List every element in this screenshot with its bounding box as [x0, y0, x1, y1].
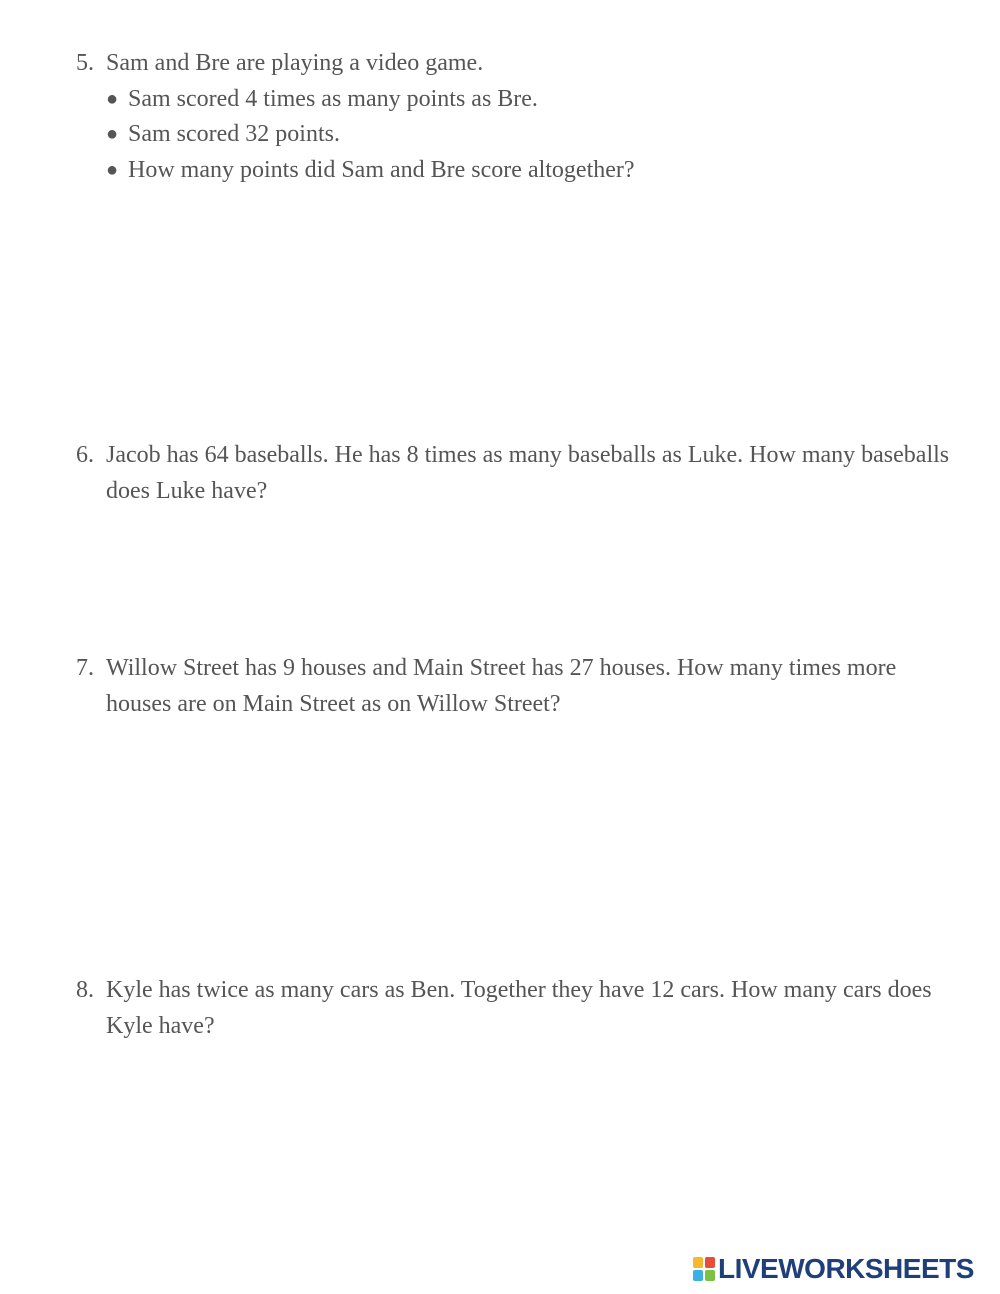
logo-tile: [693, 1270, 703, 1281]
bullet-icon: ●: [106, 123, 119, 145]
question-5: [76, 46, 966, 188]
bullet-text: Sam scored 32 points.: [128, 121, 340, 147]
question-7: [76, 651, 966, 722]
question-number: 8.: [76, 977, 94, 1003]
bullet-text: How many points did Sam and Bre score altogether?: [128, 156, 635, 183]
question-8: [76, 973, 966, 1044]
question-text: Jacob has 64 baseballs. He has 8 times as many baseballs as Luke. How many baseballs does Luke have?: [106, 442, 950, 504]
logo-tile: [693, 1257, 703, 1268]
question-number: 6.: [76, 442, 94, 468]
list-item: [106, 82, 966, 118]
liveworksheets-branding: [693, 1252, 974, 1286]
bullet-text: Sam scored 4 times as many points as Bre.: [128, 85, 538, 112]
bullet-icon: ●: [106, 87, 119, 110]
list-item: [106, 117, 966, 153]
question-6: [76, 438, 966, 509]
bullet-list: [106, 82, 966, 189]
logo-tile: [705, 1270, 715, 1281]
question-number: 5.: [76, 50, 94, 76]
liveworksheets-logo-icon: [693, 1257, 715, 1281]
question-number: 7.: [76, 655, 94, 681]
logo-tile: [705, 1257, 715, 1268]
question-text: Sam and Bre are playing a video game.: [106, 50, 484, 76]
brand-name: LIVEWORKSHEETS: [718, 1253, 974, 1284]
list-item: [106, 153, 966, 189]
bullet-icon: ●: [106, 158, 119, 181]
question-text: Kyle has twice as many cars as Ben. Together they have 12 cars. How many cars does Kyle have?: [106, 977, 932, 1039]
question-text: Willow Street has 9 houses and Main Street has 27 houses. How many times more houses are on Main Street as on Willow Street?: [106, 655, 897, 717]
